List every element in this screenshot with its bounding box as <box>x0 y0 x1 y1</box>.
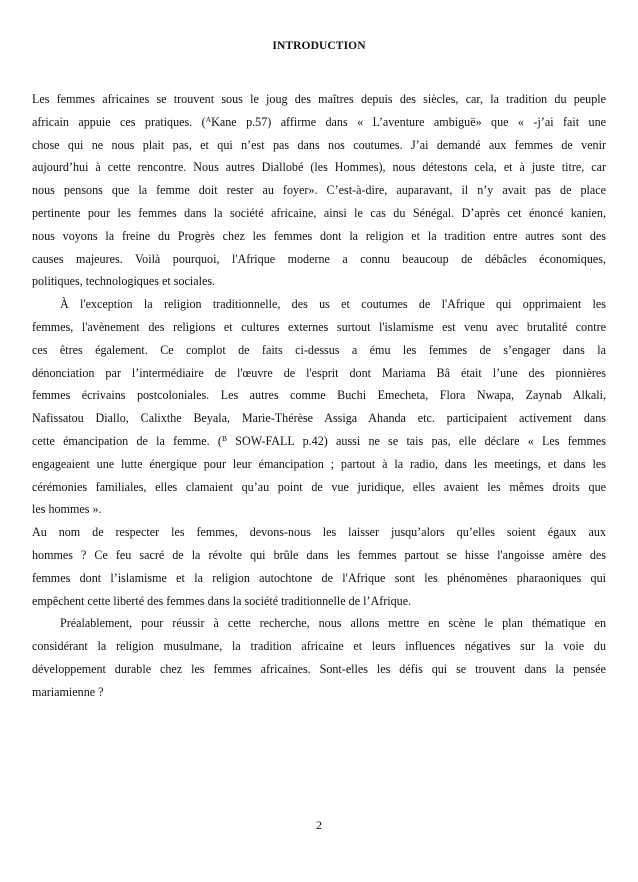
text-line: considérant la religion musulmane, la tradition africaine et leurs influences négatives sur la voie du <box>32 639 606 654</box>
text-line: cette émancipation de la femme. ($^B$ SOW-FALL p.42) aussi ne se tais pas, elle déclare « Les femmes <box>32 433 606 448</box>
text-line: empêchent cette liberté des femmes dans la société traditionnelle de l’Afrique. <box>32 593 412 608</box>
text-line: chose qui ne nous plait pas, et qui n’est pas dans nos coutumes. J’ai demandé aux femmes de venir <box>32 137 606 152</box>
text-line: engageaient une lutte énergique pour leur émancipation ; partout à la radio, dans les meetings, et dans les <box>32 456 606 471</box>
text-line: ces êtres également. Ce complot de faits ci-dessus a ému les femmes de s’engager dans la <box>32 342 606 357</box>
text-line: femmes dont l’islamisme et la religion autochtone de l'Afrique sont les phénomènes pharaoniques qui <box>32 570 606 585</box>
text-line: Préalablement, pour réussir à cette recherche, nous allons mettre en scène le plan thématique en <box>60 616 606 631</box>
body-text <box>32 88 606 704</box>
text-line: femmes, l'avènement des religions et cultures externes surtout l'islamisme est venu avec brutalité contre <box>32 319 606 334</box>
text-line: les hommes ». <box>32 502 102 517</box>
text-line: pertinente pour les femmes dans la société africaine, ainsi le cas du Sénégal. D’après cet énoncé kanien, <box>32 205 606 220</box>
text-line: cérémonies familiales, elles clamaient qu’au point de vue juridique, elles avaient les mêmes droits que <box>32 479 606 494</box>
text-line: nous voyons la freine du Progrès chez les femmes dont la religion et la tradition entre autres sont des <box>32 228 606 243</box>
text-line: À l'exception la religion traditionnelle, des us et coutumes de l'Afrique qui opprimaient les <box>60 297 606 312</box>
text-line: politiques, technologiques et sociales. <box>32 274 216 289</box>
text-line: hommes ? Ce feu sacré de la révolte qui brûle dans les femmes partout se hisse l'angoisse amère des <box>32 547 606 562</box>
text-line: aujourd’hui à cette rencontre. Nous autres Diallobé (les Hommes), nous détestons cela, et à juste titre, car <box>32 160 606 175</box>
text-line: Nafissatou Diallo, Calixthe Beyala, Marie-Thérèse Assiga Ahanda etc. participaient activement dans <box>32 411 606 426</box>
text-line: développement durable chez les femmes africaines. Sont-elles les défis qui se trouvent dans la pensée <box>32 661 606 676</box>
text-line: nous pensons que la femme doit rester au foyer». C’est-à-dire, auparavant, il n’y avait pas de place <box>32 183 606 198</box>
text-line: Au nom de respecter les femmes, devons-nous les laisser jusqu’alors qu’elles soient égaux aux <box>32 525 606 540</box>
page-number: 2 <box>316 818 322 832</box>
text-line: mariamienne ? <box>32 684 104 699</box>
text-line: Les femmes africaines se trouvent sous le joug des maîtres depuis des siècles, car, la tradition du peuple <box>32 92 606 106</box>
text-line: causes majeures. Voilà pourquoi, l'Afrique moderne a connu beaucoup de débâcles économiques, <box>32 251 606 266</box>
text-line: africain appuie ces pratiques. ($^A$Kane p.57) affirme dans « L’aventure ambiguë» que « -j’ai fait une <box>32 114 606 129</box>
text-line: femmes écrivains postcoloniales. Les autres comme Buchi Emecheta, Flora Nwapa, Zaynab Alkali, <box>32 388 606 403</box>
page-title: INTRODUCTION <box>272 40 366 52</box>
text-line: dénonciation par l’intermédiaire de l'œuvre de l'esprit dont Mariama Bâ était l’une des pionnières <box>32 365 606 380</box>
